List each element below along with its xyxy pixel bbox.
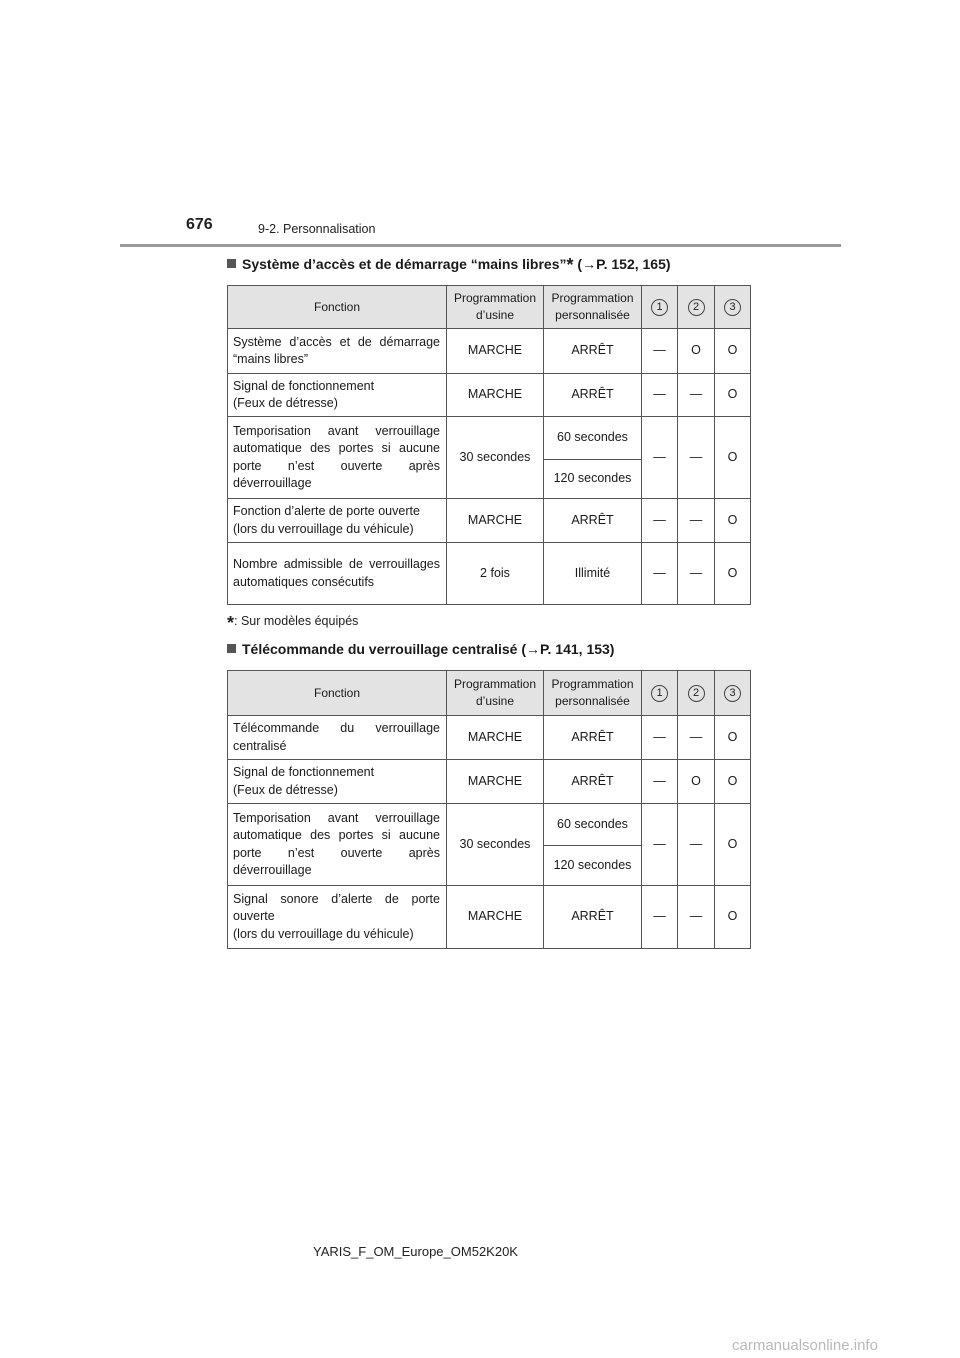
method-1-cell: —	[642, 499, 678, 543]
factory-cell: MARCHE	[447, 716, 544, 760]
col-header-function: Fonction	[228, 671, 447, 716]
table-row	[228, 329, 751, 374]
method-3-cell: O	[715, 417, 751, 499]
method-3-cell: O	[715, 886, 751, 949]
method-2-cell: —	[678, 543, 715, 605]
custom-cell: 120 secondes	[544, 460, 642, 499]
function-line-2: (Feux de détresse)	[233, 782, 338, 797]
circled-1-icon: 1	[651, 685, 668, 702]
function-cell: Temporisation avant verrouillage automatique des portes si aucune porte n’est ouverte après déverrouillage	[228, 804, 447, 886]
col-header-method-1	[642, 286, 678, 329]
function-cell: Télécommande du verrouillage centralisé	[228, 716, 447, 760]
factory-cell: MARCHE	[447, 329, 544, 374]
heading-text: Système d’accès et de démarrage “mains libres”	[242, 256, 567, 272]
table-row	[228, 499, 751, 543]
footnote	[227, 613, 358, 634]
custom-cell: ARRÊT	[544, 716, 642, 760]
footnote-star: *	[227, 613, 235, 633]
col-header-factory: Programmation d’usine	[447, 671, 544, 716]
function-cell	[228, 499, 447, 543]
method-2-cell: —	[678, 804, 715, 886]
circled-2-icon: 2	[688, 685, 705, 702]
section-title: 9-2. Personnalisation	[258, 222, 376, 236]
method-1-cell: —	[642, 804, 678, 886]
method-1-cell: —	[642, 886, 678, 949]
col-header-method-1	[642, 671, 678, 716]
custom-cell: ARRÊT	[544, 374, 642, 417]
header-rule	[120, 244, 841, 247]
col-header-custom: Programmation personnalisée	[544, 671, 642, 716]
heading-hands-free-system	[227, 255, 671, 275]
settings-table-remote-central-lock	[227, 670, 751, 949]
method-1-cell: —	[642, 417, 678, 499]
method-2-cell: —	[678, 886, 715, 949]
method-3-cell: O	[715, 499, 751, 543]
method-3-cell: O	[715, 716, 751, 760]
function-cell	[228, 886, 447, 949]
document-id-footer: YARIS_F_OM_Europe_OM52K20K	[313, 1244, 518, 1259]
method-2-cell: O	[678, 760, 715, 804]
col-header-method-3	[715, 286, 751, 329]
table-header-row	[228, 286, 751, 329]
function-line-1: Fonction d’alerte de porte ouverte	[233, 504, 420, 518]
function-cell: Système d’accès et de démarrage “mains libres”	[228, 329, 447, 374]
settings-table-hands-free	[227, 285, 751, 605]
function-cell: Nombre admissible de verrouillages automatiques consécutifs	[228, 543, 447, 605]
factory-cell: MARCHE	[447, 886, 544, 949]
method-2-cell: —	[678, 716, 715, 760]
table-row	[228, 760, 751, 804]
method-3-cell: O	[715, 804, 751, 886]
custom-cell: ARRÊT	[544, 886, 642, 949]
factory-cell: 30 secondes	[447, 417, 544, 499]
function-line-2: (lors du verrouillage du véhicule)	[233, 521, 414, 536]
method-2-cell: —	[678, 417, 715, 499]
method-3-cell: O	[715, 329, 751, 374]
footnote-text: : Sur modèles équipés	[234, 614, 359, 628]
table-row	[228, 417, 751, 460]
function-cell	[228, 374, 447, 417]
page-number: 676	[186, 216, 213, 233]
circled-3-icon: 3	[724, 299, 741, 316]
table-header-row	[228, 671, 751, 716]
custom-cell: 120 secondes	[544, 846, 642, 886]
factory-cell: 2 fois	[447, 543, 544, 605]
heading-remote-central-lock	[227, 641, 614, 657]
custom-cell: 60 secondes	[544, 804, 642, 846]
custom-cell: Illimité	[544, 543, 642, 605]
heading-text: Télécommande du verrouillage centralisé	[242, 641, 518, 657]
method-1-cell: —	[642, 329, 678, 374]
function-line-1: Signal de fonctionnement	[233, 765, 375, 779]
custom-cell: ARRÊT	[544, 760, 642, 804]
table-row	[228, 886, 751, 949]
method-1-cell: —	[642, 374, 678, 417]
col-header-method-3	[715, 671, 751, 716]
function-line-1: Signal sonore d’alerte de porte ouverte	[233, 891, 440, 924]
factory-cell: MARCHE	[447, 374, 544, 417]
method-2-cell: —	[678, 374, 715, 417]
method-3-cell: O	[715, 374, 751, 417]
watermark: carmanualsonline.info	[732, 1337, 878, 1354]
custom-cell: 60 secondes	[544, 417, 642, 460]
table-row	[228, 543, 751, 605]
col-header-method-2	[678, 286, 715, 329]
method-3-cell: O	[715, 543, 751, 605]
circled-2-icon: 2	[688, 299, 705, 316]
table-row	[228, 804, 751, 846]
factory-cell: 30 secondes	[447, 804, 544, 886]
table-row	[228, 716, 751, 760]
table-row	[228, 374, 751, 417]
footnote-star: *	[566, 255, 574, 275]
page-reference: (→P. 141, 153)	[517, 641, 615, 657]
method-2-cell: O	[678, 329, 715, 374]
method-1-cell: —	[642, 760, 678, 804]
method-1-cell: —	[642, 716, 678, 760]
function-cell	[228, 760, 447, 804]
custom-cell: ARRÊT	[544, 499, 642, 543]
factory-cell: MARCHE	[447, 760, 544, 804]
col-header-function: Fonction	[228, 286, 447, 329]
col-header-factory: Programmation d’usine	[447, 286, 544, 329]
method-3-cell: O	[715, 760, 751, 804]
page-reference: (→P. 152, 165)	[573, 256, 671, 272]
function-line-2: (lors du verrouillage du véhicule)	[233, 926, 414, 941]
col-header-custom: Programmation personnalisée	[544, 286, 642, 329]
factory-cell: MARCHE	[447, 499, 544, 543]
circled-3-icon: 3	[724, 685, 741, 702]
function-cell: Temporisation avant verrouillage automatique des portes si aucune porte n’est ouverte après déverrouillage	[228, 417, 447, 499]
function-line-2: (Feux de détresse)	[233, 396, 338, 410]
square-bullet-icon	[227, 259, 236, 268]
circled-1-icon: 1	[651, 299, 668, 316]
function-line-1: Signal de fonctionnement	[233, 378, 375, 393]
method-1-cell: —	[642, 543, 678, 605]
method-2-cell: —	[678, 499, 715, 543]
custom-cell: ARRÊT	[544, 329, 642, 374]
square-bullet-icon	[227, 644, 236, 653]
col-header-method-2	[678, 671, 715, 716]
